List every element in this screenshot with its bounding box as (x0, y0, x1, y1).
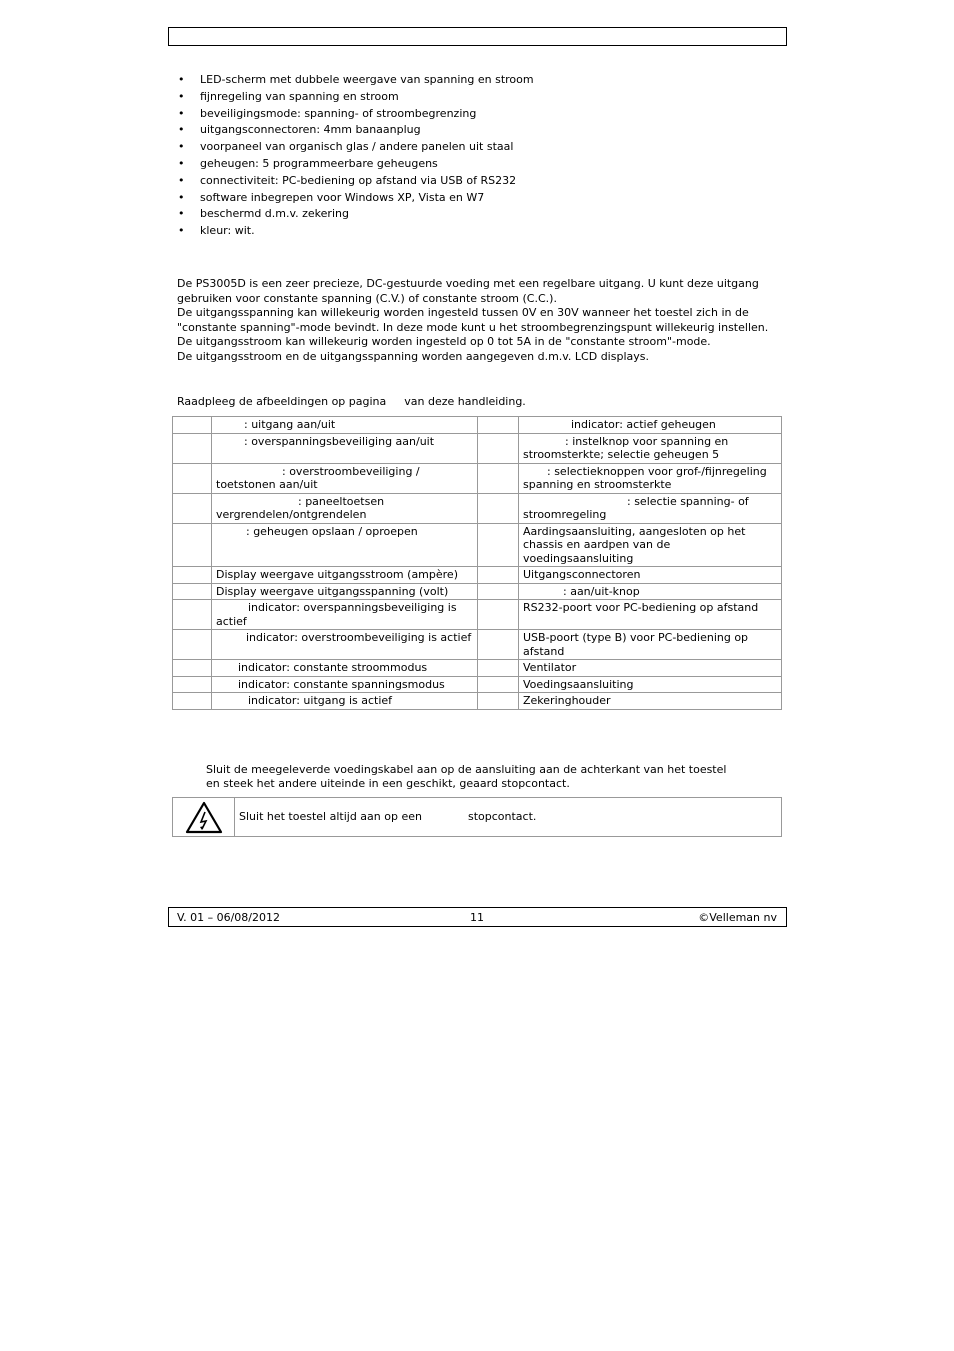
bullet: • (178, 224, 185, 238)
table-row (173, 417, 782, 434)
electric-hazard-icon (185, 801, 223, 834)
part-description: indicator: overspanningsbeveiliging is actief (216, 601, 457, 628)
parts-table (172, 416, 782, 710)
instruction-line: en steek het andere uiteinde in een geschikt, geaard stopcontact. (206, 776, 570, 790)
table-cell (173, 630, 212, 660)
feature-text: fijnregeling van spanning en stroom (200, 89, 399, 103)
table-cell (173, 660, 212, 677)
part-description: : overstroombeveiliging / toetstonen aan/uit (216, 464, 420, 491)
table-cell (173, 523, 212, 567)
bullet: • (178, 207, 185, 221)
table-cell (478, 493, 519, 523)
warning-box (172, 797, 782, 837)
part-description: indicator: actief geheugen (571, 418, 716, 431)
table-row (173, 493, 782, 523)
bullet: • (178, 106, 185, 120)
feature-text: geheugen: 5 programmeerbare geheugens (200, 156, 438, 170)
table-cell (478, 463, 519, 493)
feature-list (178, 72, 534, 240)
table-cell (173, 693, 212, 710)
table-cell (212, 583, 478, 600)
table-row (173, 583, 782, 600)
feature-text: voorpaneel van organisch glas / andere panelen uit staal (200, 140, 514, 154)
table-cell (173, 567, 212, 584)
part-description: Uitgangsconnectoren (523, 568, 641, 581)
part-description: Zekeringhouder (523, 694, 611, 707)
part-description: : overspanningsbeveiliging aan/uit (244, 434, 435, 448)
table-cell (173, 600, 212, 630)
table-cell (478, 417, 519, 434)
feature-text: uitgangsconnectoren: 4mm banaanplug (200, 123, 421, 137)
table-cell (173, 463, 212, 493)
feature-text: beveiligingsmode: spanning- of stroombegrenzing (200, 106, 477, 120)
table-cell (478, 630, 519, 660)
part-description: : uitgang aan/uit (244, 418, 336, 431)
list-item (178, 156, 534, 173)
table-cell (478, 660, 519, 677)
table-row (173, 523, 782, 567)
list-item (178, 139, 534, 156)
warning-icon-cell (173, 798, 235, 836)
part-description: : selectieknoppen voor grof-/fijnregeling spanning en stroomsterkte (523, 464, 767, 491)
warning-after: stopcontact. (467, 810, 537, 823)
footer-copyright: ©Velleman nv (698, 911, 777, 924)
footer-page-number: 11 (470, 911, 484, 924)
footer (168, 907, 787, 927)
table-cell (212, 676, 478, 693)
table-cell (478, 600, 519, 630)
part-description: RS232-poort voor PC-bediening op afstand (523, 601, 759, 614)
list-item (178, 89, 534, 106)
table-cell (478, 693, 519, 710)
table-row (173, 630, 782, 660)
part-description: : instelknop voor spanning en stroomsterkte; selectie geheugen 5 (523, 434, 729, 461)
description-paragraph: De uitgangsspanning kan willekeurig worden ingesteld tussen 0V en 30V wanneer het toestel zich in de "constante spanning"-mode bevindt. In deze mode kunt u het stroombegrenzingspunt willekeurig instellen. (177, 306, 769, 334)
reference-before: Raadpleeg de afbeeldingen op pagina (177, 395, 387, 408)
footer-version: V. 01 – 06/08/2012 (177, 911, 280, 924)
table-cell (519, 493, 782, 523)
part-description: Ventilator (523, 661, 577, 674)
part-description: indicator: constante spanningsmodus (238, 677, 445, 691)
table-row (173, 660, 782, 677)
feature-text: connectiviteit: PC-bediening op afstand via USB of RS232 (200, 173, 517, 187)
table-row (173, 676, 782, 693)
table-cell (519, 463, 782, 493)
part-description: : aan/uit-knop (563, 584, 640, 598)
table-cell (173, 583, 212, 600)
table-cell (212, 693, 478, 710)
table-cell (173, 433, 212, 463)
feature-text: software inbegrepen voor Windows XP, Vista en W7 (200, 190, 485, 204)
table-row (173, 433, 782, 463)
table-cell (519, 433, 782, 463)
part-description: : paneeltoetsen vergrendelen/ontgrendelen (216, 494, 385, 521)
table-cell (478, 567, 519, 584)
list-item (178, 173, 534, 190)
bullet: • (178, 140, 185, 154)
list-item (178, 122, 534, 139)
part-description: indicator: constante stroommodus (238, 661, 428, 674)
part-description: Voedingsaansluiting (523, 677, 634, 691)
table-cell (519, 583, 782, 600)
table-cell (212, 523, 478, 567)
bullet: • (178, 173, 185, 187)
table-cell (519, 693, 782, 710)
instruction-line: Sluit de meegeleverde voedingskabel aan op de aansluiting aan de achterkant van het toestel (206, 763, 727, 776)
table-cell (212, 463, 478, 493)
part-description: Display weergave uitgangsspanning (volt) (216, 584, 449, 598)
table-cell (212, 567, 478, 584)
table-cell (519, 417, 782, 434)
table-cell (173, 417, 212, 434)
table-cell (212, 417, 478, 434)
table-cell (519, 600, 782, 630)
table-cell (519, 660, 782, 677)
header-box (168, 27, 787, 46)
description (177, 277, 787, 364)
description-paragraph: De uitgangsstroom kan willekeurig worden ingesteld op 0 tot 5A in de "constante stroom"-mode. (177, 335, 711, 348)
table-row (173, 463, 782, 493)
bullet: • (178, 123, 185, 137)
bullet: • (178, 73, 185, 86)
part-description: : geheugen opslaan / oproepen (246, 524, 418, 538)
table-cell (478, 433, 519, 463)
table-cell (212, 493, 478, 523)
table-cell (212, 600, 478, 630)
table-cell (519, 567, 782, 584)
table-row (173, 600, 782, 630)
part-description: Aardingsaansluiting, aangesloten op het chassis en aardpen van de voedingsaansluiting (523, 524, 746, 565)
table-cell (478, 583, 519, 600)
warning-before: Sluit het toestel altijd aan op een (239, 810, 422, 823)
bullet: • (178, 89, 185, 103)
feature-text: kleur: wit. (200, 224, 255, 238)
warning-text (239, 810, 536, 823)
table-cell (519, 676, 782, 693)
feature-text: LED-scherm met dubbele weergave van spanning en stroom (200, 73, 534, 86)
list-item (178, 106, 534, 123)
reference-line (177, 395, 526, 408)
table-cell (478, 523, 519, 567)
table-cell (173, 493, 212, 523)
table-cell (212, 433, 478, 463)
table-cell (519, 523, 782, 567)
list-item (178, 72, 534, 89)
part-description: USB-poort (type B) voor PC-bediening op afstand (523, 631, 749, 658)
table-row (173, 567, 782, 584)
reference-after: van deze handleiding. (404, 395, 526, 408)
table-cell (173, 676, 212, 693)
table-cell (519, 630, 782, 660)
table-cell (478, 676, 519, 693)
table-row (173, 693, 782, 710)
part-description: : selectie spanning- of stroomregeling (523, 494, 749, 521)
part-description: indicator: uitgang is actief (248, 694, 393, 707)
list-item (178, 223, 534, 240)
feature-text: beschermd d.m.v. zekering (200, 207, 349, 221)
list-item (178, 206, 534, 223)
part-description: Display weergave uitgangsstroom (ampère) (216, 568, 458, 581)
list-item (178, 190, 534, 207)
bullet: • (178, 190, 185, 204)
bullet: • (178, 156, 185, 170)
description-paragraph: De uitgangsstroom en de uitgangsspanning worden aangegeven d.m.v. LCD displays. (177, 349, 649, 363)
table-cell (212, 660, 478, 677)
connection-instruction (206, 763, 766, 790)
description-paragraph: De PS3005D is een zeer precieze, DC-gestuurde voeding met een regelbare uitgang. U kunt deze uitgang gebruiken voor constante spanning (C.V.) of constante stroom (C.C.). (177, 277, 759, 305)
table-cell (212, 630, 478, 660)
part-description: indicator: overstroombeveiliging is actief (246, 631, 472, 644)
